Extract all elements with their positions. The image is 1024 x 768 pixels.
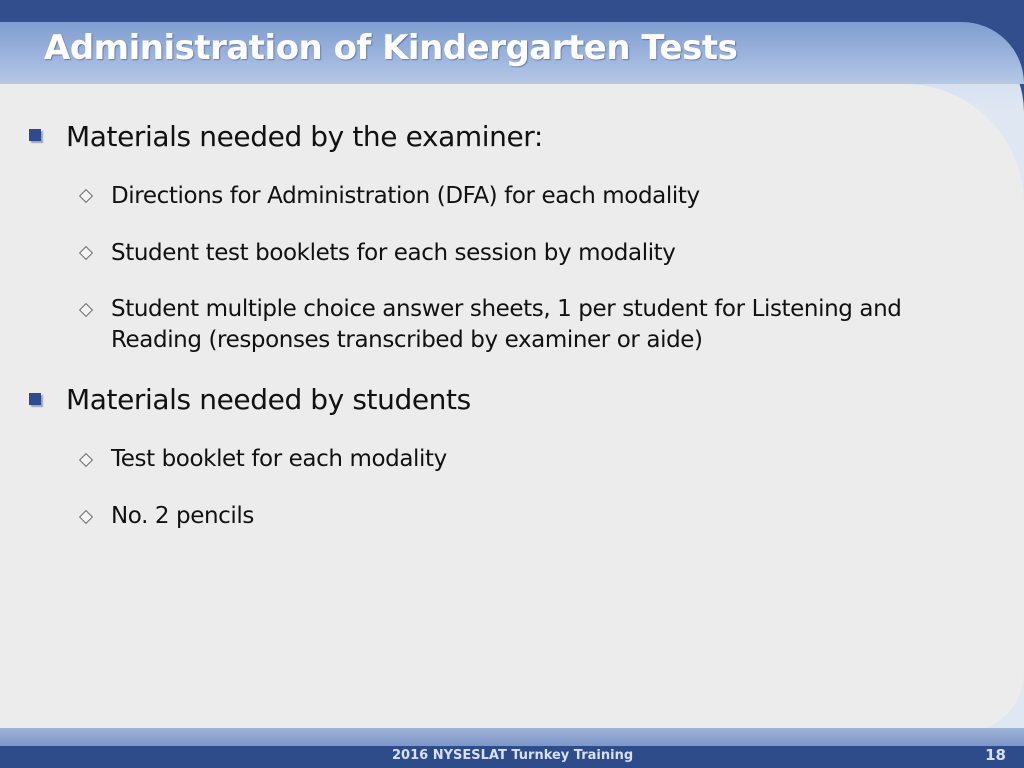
footer-band bbox=[0, 728, 1024, 746]
footer-text: 2016 NYSESLAT Turnkey Training bbox=[392, 748, 634, 763]
list-item: Student multiple choice answer sheets, 1 per student for Listening and Reading (responses transcribed by examiner or aide) bbox=[111, 296, 902, 353]
slide-title: Administration of Kindergarten Tests bbox=[44, 28, 738, 68]
list-item: Test booklet for each modality bbox=[111, 446, 447, 472]
section-heading-students: Materials needed by students bbox=[66, 383, 471, 416]
list-item: Directions for Administration (DFA) for each modality bbox=[111, 183, 700, 209]
square-bullet-icon bbox=[29, 393, 41, 405]
list-item: No. 2 pencils bbox=[111, 503, 254, 529]
list-item: Student test booklets for each session by modality bbox=[111, 240, 676, 266]
square-bullet-icon bbox=[29, 129, 41, 141]
page-number: 18 bbox=[985, 746, 1006, 764]
section-heading-examiner: Materials needed by the examiner: bbox=[66, 120, 543, 153]
